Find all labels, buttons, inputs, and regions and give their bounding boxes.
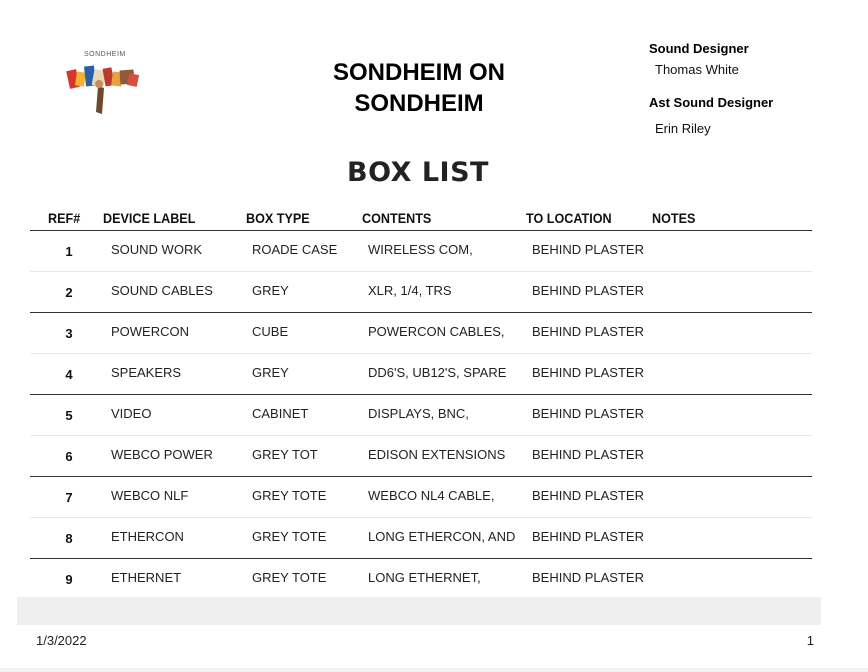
ast-sound-designer-label: Ast Sound Designer <box>649 95 774 110</box>
table-row <box>30 436 812 477</box>
cell-contents: LONG ETHERNET, <box>368 570 481 585</box>
sondheim-collage-logo-icon <box>58 62 148 120</box>
ast-sound-designer-name: Erin Riley <box>655 121 711 136</box>
cell-ref: 1 <box>65 244 73 259</box>
cell-box-type: ROADE CASE <box>252 242 338 257</box>
table-header <box>30 208 812 231</box>
cell-to-location: BEHIND PLASTER <box>532 570 644 585</box>
cell-to-location: BEHIND PLASTER <box>532 406 644 421</box>
table-row <box>30 313 812 354</box>
page-bottom-edge <box>0 668 868 672</box>
column-header-contents: CONTENTS <box>362 210 432 226</box>
cell-box-type: GREY TOTE <box>252 488 327 503</box>
table-body <box>30 231 820 600</box>
table-row <box>30 354 812 395</box>
table-row <box>30 559 820 600</box>
cell-box-type: GREY <box>252 283 289 298</box>
cell-box-type: GREY <box>252 365 289 380</box>
cell-to-location: BEHIND PLASTER <box>532 283 644 298</box>
column-header-ref: REF# <box>48 210 81 226</box>
footer-date: 1/3/2022 <box>36 633 87 648</box>
cell-box-type: GREY TOTE <box>252 570 327 585</box>
cell-box-type: GREY TOT <box>252 447 318 462</box>
cell-device-label: ETHERCON <box>111 529 184 544</box>
sound-designer-name: Thomas White <box>655 62 739 77</box>
cell-box-type: CUBE <box>252 324 289 339</box>
cell-contents: DISPLAYS, BNC, <box>368 406 469 421</box>
cell-ref: 5 <box>65 408 73 423</box>
cell-contents: XLR, 1/4, TRS <box>368 283 452 298</box>
table-row <box>30 395 812 436</box>
show-title <box>300 57 538 119</box>
cell-ref: 4 <box>65 367 73 382</box>
cell-to-location: BEHIND PLASTER <box>532 447 644 462</box>
show-title-line1: SONDHEIM ON <box>332 59 505 86</box>
table-row <box>30 477 812 518</box>
table-row <box>30 272 812 313</box>
cell-ref: 7 <box>65 490 73 505</box>
column-header-box-type: BOX TYPE <box>246 210 310 226</box>
cell-contents: EDISON EXTENSIONS <box>368 447 506 462</box>
cell-ref: 2 <box>65 285 73 300</box>
cell-to-location: BEHIND PLASTER <box>532 365 644 380</box>
footer-page-number: 1 <box>806 633 814 648</box>
column-header-to-location: TO LOCATION <box>526 210 612 226</box>
table-row <box>30 231 812 272</box>
cell-to-location: BEHIND PLASTER <box>532 242 644 257</box>
cell-box-type: GREY TOTE <box>252 529 327 544</box>
column-header-device-label: DEVICE LABEL <box>103 210 196 226</box>
cell-device-label: WEBCO POWER <box>111 447 213 462</box>
cell-device-label: SOUND WORK <box>111 242 202 257</box>
cell-contents: POWERCON CABLES, <box>368 324 505 339</box>
cell-contents: DD6'S, UB12'S, SPARE <box>368 365 507 380</box>
cell-ref: 8 <box>65 531 73 546</box>
cell-device-label: SPEAKERS <box>111 365 182 380</box>
footer-band <box>17 597 821 625</box>
sound-designer-label: Sound Designer <box>649 41 749 56</box>
cell-box-type: CABINET <box>252 406 309 421</box>
cell-device-label: ETHERNET <box>111 570 182 585</box>
cell-to-location: BEHIND PLASTER <box>532 488 644 503</box>
logo-small-text: SONDHEIM <box>84 51 126 58</box>
document-title: BOX LIST <box>347 157 489 188</box>
cell-contents: LONG ETHERCON, AND <box>368 529 516 544</box>
cell-to-location: BEHIND PLASTER <box>532 324 644 339</box>
cell-device-label: WEBCO NLF <box>111 488 189 503</box>
cell-ref: 3 <box>65 326 73 341</box>
cell-device-label: SOUND CABLES <box>111 283 213 298</box>
show-title-line2: SONDHEIM <box>354 90 484 117</box>
cell-device-label: VIDEO <box>111 406 152 421</box>
cell-ref: 6 <box>65 449 73 464</box>
cell-contents: WEBCO NL4 CABLE, <box>368 488 495 503</box>
column-header-notes: NOTES <box>652 210 696 226</box>
show-logo <box>58 48 148 124</box>
cell-contents: WIRELESS COM, <box>368 242 473 257</box>
cell-device-label: POWERCON <box>111 324 189 339</box>
cell-ref: 9 <box>65 572 73 587</box>
table-row <box>30 518 812 559</box>
cell-to-location: BEHIND PLASTER <box>532 529 644 544</box>
